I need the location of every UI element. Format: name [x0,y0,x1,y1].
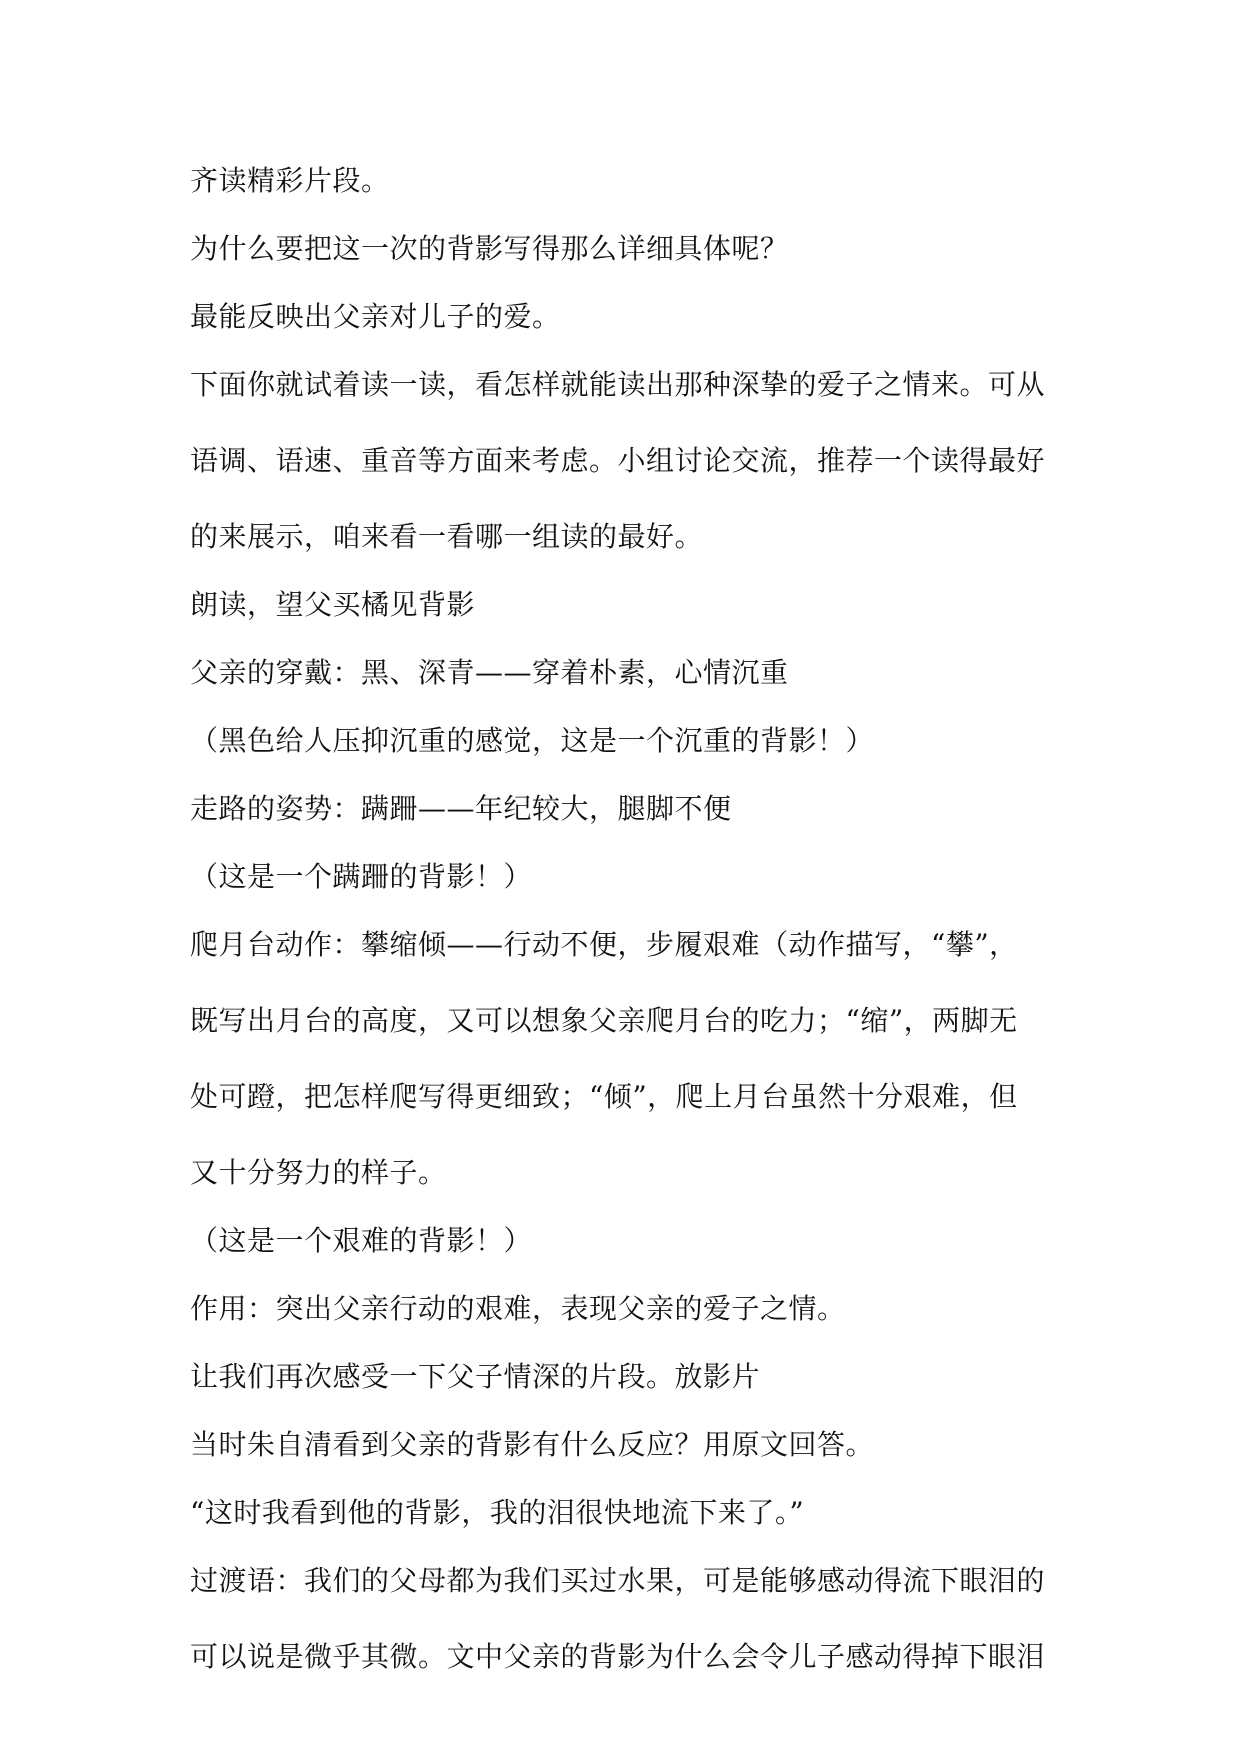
document-body [190,162,1070,1676]
text-line: 为什么要把这一次的背影写得那么详细具体呢？ [190,232,789,265]
text-line: 可以说是微乎其微。文中父亲的背影为什么会令儿子感动得掉下眼泪 [190,1640,1046,1673]
text-line: 爬月台动作：攀缩倾——行动不便，步履艰难（动作描写，“攀”， [190,928,1018,961]
text-line: 作用：突出父亲行动的艰难，表现父亲的爱子之情。 [190,1292,846,1325]
text-line: 处可蹬，把怎样爬写得更细致；“倾”，爬上月台虽然十分艰难，但 [190,1080,1018,1113]
text-line: （这是一个艰难的背影！） [190,1224,533,1257]
text-line: 齐读精彩片段。 [190,164,390,197]
text-line: 又十分努力的样子。 [190,1156,447,1189]
text-line: 既写出月台的高度，又可以想象父亲爬月台的吃力；“缩”，两脚无 [190,1004,1018,1037]
text-line: 的来展示，咱来看一看哪一组读的最好。 [190,520,704,553]
text-line: 让我们再次感受一下父子情深的片段。放影片 [190,1360,761,1393]
text-line: “这时我看到他的背影，我的泪很快地流下来了。” [190,1496,805,1529]
text-line: 走路的姿势：蹒跚——年纪较大，腿脚不便 [190,792,732,825]
text-line: 下面你就试着读一读，看怎样就能读出那种深挚的爱子之情来。可从 [190,368,1046,401]
text-line: （这是一个蹒跚的背影！） [190,860,533,893]
text-line: 朗读，望父买橘见背影 [190,588,476,621]
text-line: 父亲的穿戴：黑、深青——穿着朴素，心情沉重 [190,656,789,689]
text-line: 最能反映出父亲对儿子的爱。 [190,300,561,333]
text-line: 语调、语速、重音等方面来考虑。小组讨论交流，推荐一个读得最好 [190,444,1046,477]
text-line: （黑色给人压抑沉重的感觉，这是一个沉重的背影！） [190,724,875,757]
text-line: 当时朱自清看到父亲的背影有什么反应？用原文回答。 [190,1428,875,1461]
text-line: 过渡语：我们的父母都为我们买过水果，可是能够感动得流下眼泪的 [190,1564,1046,1597]
